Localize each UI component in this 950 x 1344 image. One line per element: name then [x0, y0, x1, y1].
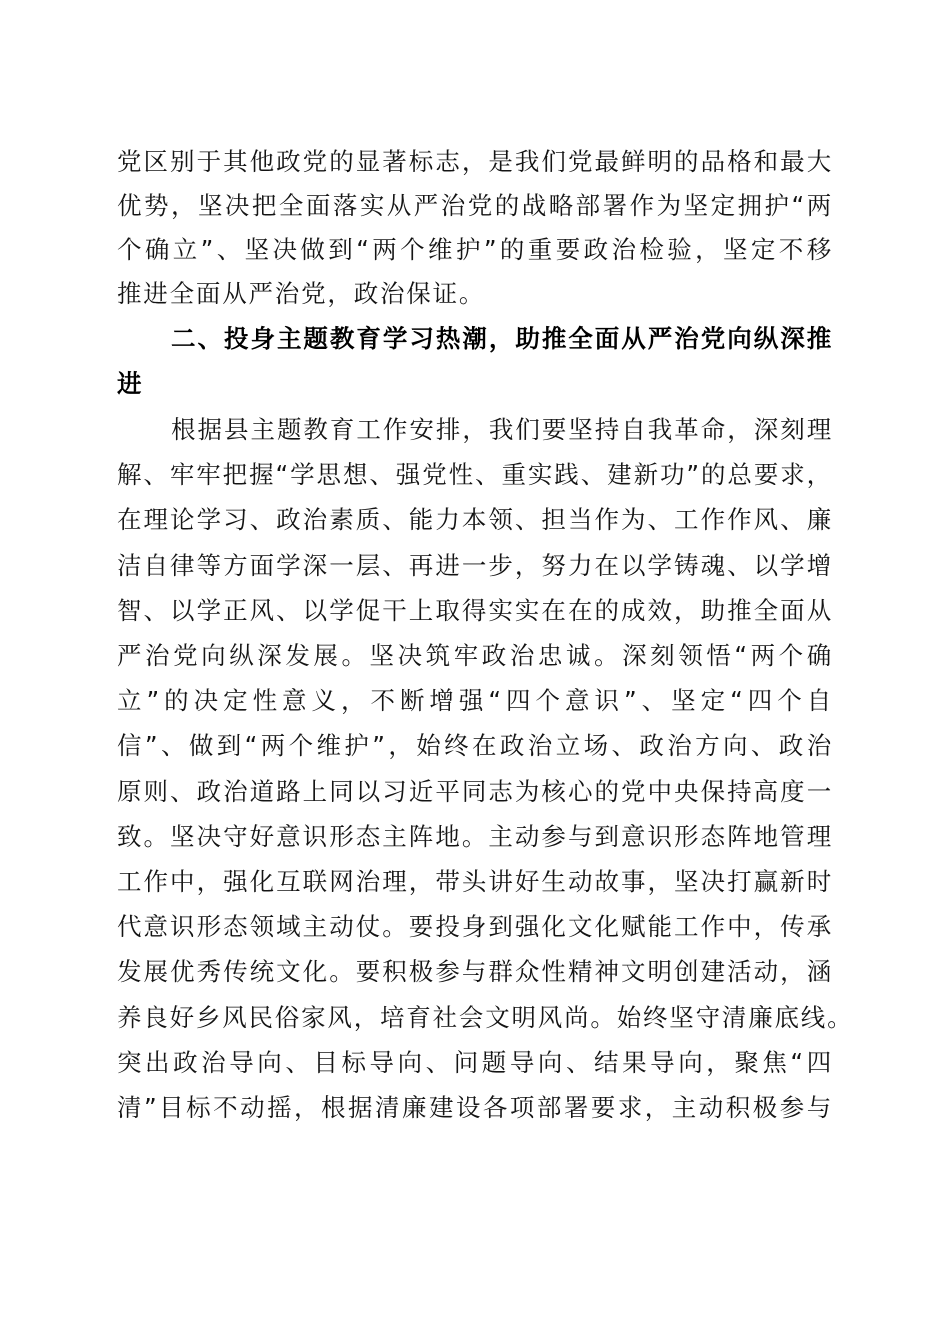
- paragraph-line: 信”、做到“两个维护”，始终在政治立场、政治方向、政治: [117, 731, 833, 760]
- paragraph-line: 优势，坚决把全面落实从严治党的战略部署作为坚定拥护“两: [117, 191, 833, 220]
- paragraph-line: 推进全面从严治党，政治保证。: [117, 279, 486, 308]
- paragraph-line: 工作中，强化互联网治理，带头讲好生动故事，坚决打赢新时: [117, 867, 833, 896]
- paragraph-line: 养良好乡风民俗家风，培育社会文明风尚。始终坚守清廉底线。: [117, 1003, 854, 1032]
- paragraph-line: 清”目标不动摇，根据清廉建设各项部署要求，主动积极参与: [117, 1093, 833, 1122]
- paragraph-line: 根据县主题教育工作安排，我们要坚持自我革命，深刻理: [171, 415, 833, 444]
- paragraph-line: 立”的决定性意义，不断增强“四个意识”、坚定“四个自: [117, 686, 833, 715]
- paragraph-line: 严治党向纵深发展。坚决筑牢政治忠诚。深刻领悟“两个确: [117, 641, 833, 670]
- paragraph-line: 发展优秀传统文化。要积极参与群众性精神文明创建活动，涵: [117, 957, 833, 986]
- paragraph-line: 个确立”、坚决做到“两个维护”的重要政治检验，坚定不移: [117, 235, 833, 264]
- section-heading: 二、投身主题教育学习热潮，助推全面从严治党向纵深推: [171, 324, 833, 353]
- paragraph-line: 致。坚决守好意识形态主阵地。主动参与到意识形态阵地管理: [117, 822, 833, 851]
- paragraph-line: 代意识形态领域主动仗。要投身到强化文化赋能工作中，传承: [117, 912, 833, 941]
- section-heading-continued: 进: [117, 369, 144, 398]
- paragraph-line: 洁自律等方面学深一层、再进一步，努力在以学铸魂、以学增: [117, 551, 833, 580]
- paragraph-line: 在理论学习、政治素质、能力本领、担当作为、工作作风、廉: [117, 505, 833, 534]
- paragraph-line: 智、以学正风、以学促干上取得实实在在的成效，助推全面从: [117, 596, 833, 625]
- paragraph-line: 原则、政治道路上同以习近平同志为核心的党中央保持高度一: [117, 777, 833, 806]
- paragraph-line: 突出政治导向、目标导向、问题导向、结果导向，聚焦“四: [117, 1048, 833, 1077]
- paragraph-line: 党区别于其他政党的显著标志，是我们党最鲜明的品格和最大: [117, 147, 833, 176]
- paragraph-line: 解、牢牢把握“学思想、强党性、重实践、建新功”的总要求，: [117, 460, 833, 489]
